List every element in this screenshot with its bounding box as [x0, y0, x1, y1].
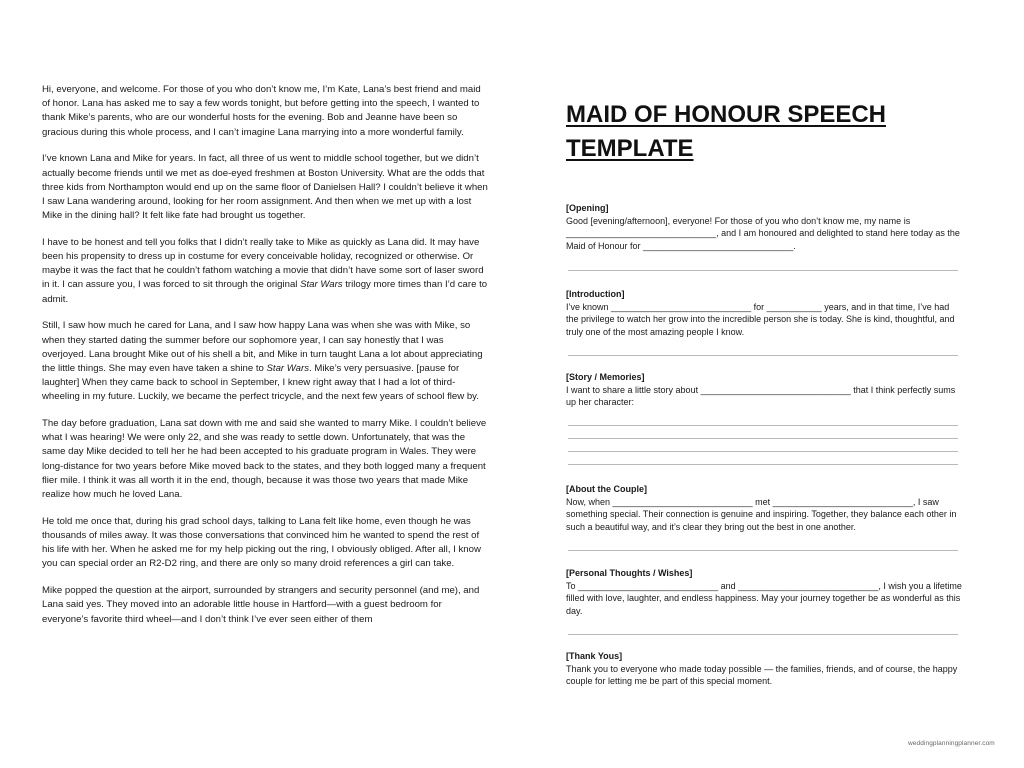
section-heading-introduction: [Introduction]: [566, 289, 625, 299]
template-title-line-2: TEMPLATE: [566, 135, 694, 162]
section-story: [566, 371, 962, 409]
speech-template-column: [566, 98, 962, 687]
speech-paragraph-1: Hi, everyone, and welcome. For those of you who don’t know me, I’m Kate, Lana’s best friend and maid of honor. Lana has asked me to say a few words tonight, but before getting into the speech, I wanted to thank Mike’s parents, who are our wonderful hosts for the evening. Bob and Jeanne have been so gracious during this whole process, and I can’t imagine Lana marrying into a more wonderful family.: [42, 84, 481, 138]
film-title: Star Wars: [300, 279, 343, 291]
section-heading-thanks: [Thank Yous]: [566, 651, 623, 661]
source-watermark: weddingplanningplanner.com: [908, 740, 995, 747]
section-opening: [566, 202, 962, 252]
section-heading-story: [Story / Memories]: [566, 372, 645, 382]
film-title: Star Wars: [266, 362, 310, 374]
section-thanks: [566, 650, 962, 688]
section-body-opening: Good [evening/afternoon], everyone! For those of you who don’t know me, my name is ______________________________, and I am honoured and delighted to stand here today as the Maid of Honour for ______________________________.: [566, 215, 960, 251]
writing-line: [568, 464, 958, 465]
section-thoughts: [566, 567, 962, 617]
section-heading-thoughts: [Personal Thoughts / Wishes]: [566, 568, 693, 578]
writing-line: [568, 425, 958, 426]
section-body-story: I want to share a little story about ______________________________ that I think perfectly sums up her character:: [566, 384, 956, 408]
speech-paragraph-2: I’ve known Lana and Mike for years. In fact, all three of us went to middle school together, but we didn’t actually become friends until we met as doe-eyed freshmen at Boston University. What are the odds that three kids from Northampton would end up on the same floor of Danielsen Hall? I couldn’t believe it when I saw Lana wandering around, looking for her room assignment. And then when we met up with a lost Mike in the dining hall? It felt like fate had brought us together.: [42, 153, 488, 222]
speech-paragraph-6: He told me once that, during his grad school days, talking to Lana felt like home, even though he was thousands of miles away. It was those conversations that convinced him he wanted to spend the rest of his life with her. When he asked me for my help picking out the ring, I obviously obliged. After all, I know you can special order an R2-D2 ring, and there are only so many droid references a girl can take.: [42, 515, 481, 570]
writing-line: [568, 451, 958, 452]
section-introduction: [566, 288, 962, 338]
writing-line: [568, 550, 958, 551]
speech-paragraph-4: Still, I saw how much he cared for Lana, and I saw how happy Lana was when she was with Mike, so when they started dating the summer before our sophomore year, I can say honestly that I was overjoyed. Lana brought Mike out of his shell a bit, and Mike in turn taught Lana a lot about appreciating the little things. She may even have taken a shine to Star Wars. Mike’s very persuasive. [pause for laughter] When they came back to school in September, I knew right away that I had a lot of third-wheeling in my future. Luckily, we became the perfect tricycle, and the next few years of school flew by.: [42, 320, 483, 403]
speech-paragraph-3: I have to be honest and tell you folks that I didn’t really take to Mike as quickly as Lana did. It may have been his propensity to dress up in costume for every conceivable holiday, recognized or otherwise. Or maybe it was the fact that he couldn’t fathom watching a movie that didn’t have some sort of laser sword in it. I can assure you, I was forced to sit through the original Star Wars trilogy more times than I’d care to admit.: [42, 236, 488, 305]
example-speech-column: [42, 83, 488, 639]
writing-line: [568, 634, 958, 635]
template-title: [566, 98, 962, 166]
section-about-couple: [566, 483, 962, 533]
speech-paragraph-7: Mike popped the question at the airport, surrounded by strangers and security personnel (and me), and Lana said yes. They moved into an adorable little house in Hartford—with a guest bedroom for everyone’s favorite third wheel—and I don’t think I’ve ever seen either of them: [42, 585, 480, 625]
writing-line: [568, 438, 958, 439]
section-heading-opening: [Opening]: [566, 203, 609, 213]
writing-line: [568, 270, 958, 271]
template-title-line-1: MAID OF HONOUR SPEECH: [566, 101, 887, 128]
section-body-thanks: Thank you to everyone who made today possible — the families, friends, and of course, the happy couple for letting me be part of this special moment.: [566, 663, 958, 687]
section-body-thoughts: To ____________________________ and ____________________________, I wish you a lifetime filled with love, laughter, and endless happiness. May your journey together be as wonderful as this day.: [566, 580, 962, 616]
section-heading-couple: [About the Couple]: [566, 484, 647, 494]
speech-paragraph-5: The day before graduation, Lana sat down with me and said she wanted to marry Mike. I couldn’t believe what I was hearing! We were only 22, and she was ready to settle down. Unfortunately, that was the same day Mike decided to tell her he had been accepted to his graduate program in Wales. They were long-distance for two years before Mike moved back to the states, and they both logged many a frequent flier mile. I think it was all worth it in the end, though, because it was those two years that made Mike realize how much he loved Lana.: [42, 418, 487, 501]
section-body-couple: Now, when ____________________________ met ____________________________, I saw something special. Their connection is genuine and inspiring. Together, they balance each other in such a beautiful way, and it’s clear they bring out the best in one another.: [566, 496, 957, 532]
writing-line: [568, 355, 958, 356]
section-body-introduction: I’ve known ____________________________ for ___________ years, and in that time, I’ve had the privilege to watch her grow into the incredible person she is today. She is kind, thoughtful, and truly one of the most amazing people I know.: [566, 301, 955, 337]
